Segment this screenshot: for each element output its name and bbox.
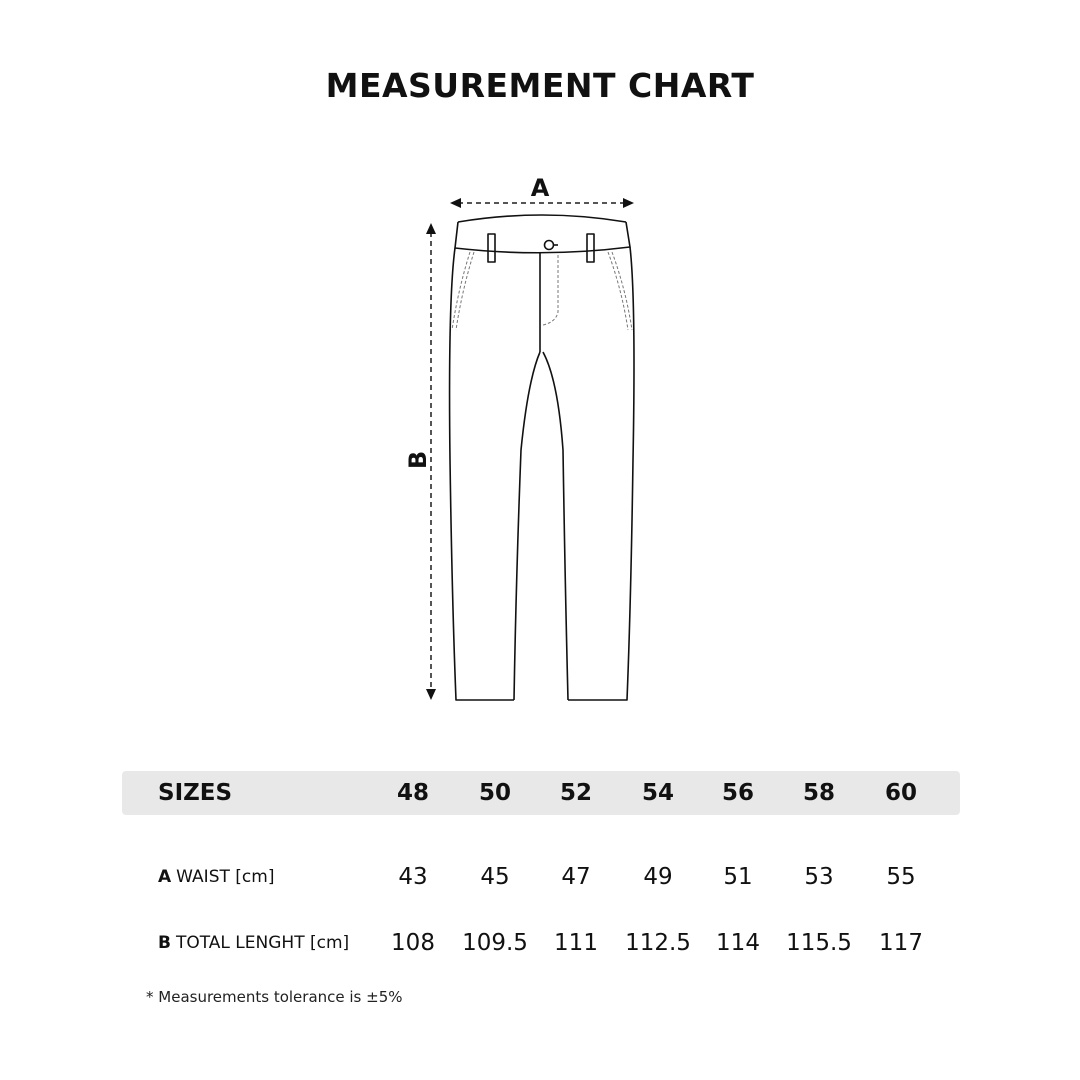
length-row-label (158, 910, 349, 976)
waist-row-label (158, 844, 274, 910)
waist-value-cell: 45 (480, 864, 510, 890)
tolerance-footnote: * Measurements tolerance is ±5% (146, 988, 403, 1006)
length-value-cell: 112.5 (625, 930, 691, 956)
size-header-cell: 56 (721, 780, 754, 806)
length-value-cell: 108 (391, 930, 435, 956)
length-value-cell: 111 (554, 930, 598, 956)
length-marker-label: B (404, 450, 432, 470)
size-header-cell: 60 (884, 780, 917, 806)
waist-row-text: WAIST [cm] (176, 867, 275, 887)
waist-value-cell: 51 (723, 864, 753, 890)
page-title: MEASUREMENT CHART (325, 66, 755, 105)
size-header-cell: 54 (641, 780, 674, 806)
trousers-stitching (452, 252, 632, 330)
waist-value-cell: 49 (643, 864, 673, 890)
size-table (122, 771, 960, 976)
size-header-cell: 52 (559, 780, 592, 806)
sizes-header-label: SIZES (158, 780, 233, 806)
waist-row-letter: A (158, 867, 172, 887)
size-header-cell: 48 (396, 780, 429, 806)
length-value-cell: 109.5 (462, 930, 528, 956)
length-row (122, 910, 960, 976)
length-value-cell: 115.5 (786, 930, 852, 956)
trousers-outline (450, 215, 634, 700)
length-row-text: TOTAL LENGHT [cm] (175, 933, 350, 953)
length-row-letter: B (158, 933, 171, 953)
waist-value-cell: 43 (398, 864, 428, 890)
length-value-cell: 114 (716, 930, 760, 956)
waist-marker-label: A (530, 174, 550, 202)
size-header-cell: 50 (478, 780, 511, 806)
length-value-cell: 117 (879, 930, 923, 956)
waist-value-cell: 53 (804, 864, 834, 890)
size-table-header-row (122, 771, 960, 815)
waist-value-cell: 47 (561, 864, 591, 890)
waist-value-cell: 55 (886, 864, 916, 890)
waist-row (122, 844, 960, 910)
size-header-cell: 58 (802, 780, 835, 806)
